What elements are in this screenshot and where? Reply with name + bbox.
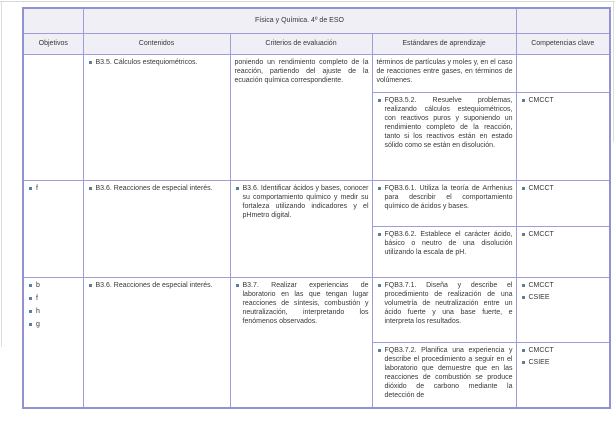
cell-competencias-row1b [516, 92, 610, 180]
cell-estandar-row3b [372, 342, 516, 408]
cell-criterios-row2 [230, 180, 372, 277]
competencia-item [521, 230, 607, 239]
cell-estandar-row1b [372, 92, 516, 180]
competencia-item [521, 281, 607, 290]
competencia-item [521, 346, 607, 355]
competencia-label: CMCCT [528, 96, 554, 104]
cell-contenidos-row1 [83, 54, 230, 180]
cell-objetivos-row1 [23, 54, 83, 180]
estandar-text: FQB3.7.1. Diseña y describe el procedimiento de realización de una volumetría de neutralización entre un ácido fuerte y una base fuerte, e interpreta los resultados. [384, 281, 513, 325]
cell-objetivos-row2 [23, 180, 83, 277]
cell-competencias-row3b [516, 342, 610, 408]
cell-contenidos-row3 [83, 277, 230, 408]
cell-estandar-row2a [372, 180, 516, 226]
list-item [377, 281, 513, 326]
col-header-objetivos: Objetivos [23, 33, 83, 54]
competencia-item [521, 184, 607, 193]
list-item [235, 184, 369, 220]
objetivo-item [28, 294, 80, 303]
competencia-label: CMCCT [528, 230, 554, 238]
bullet-icon [29, 297, 32, 300]
list-item [88, 58, 227, 67]
estandar-text: FQB3.7.2. Planifica una experiencia y describe el procedimiento a seguir en el laboratorio que demuestre que en las reacciones de combustión se produce dióxido de carbono mediante la detección de [384, 346, 513, 399]
competencia-item [521, 358, 607, 367]
bullet-icon [29, 323, 32, 326]
bullet-icon [29, 310, 32, 313]
list-item [235, 281, 369, 326]
objetivo-letter: f [36, 184, 38, 192]
header-corner-right [516, 8, 610, 33]
page-edge-left [1, 2, 2, 347]
cell-estandar-row1a [372, 54, 516, 92]
bullet-icon [29, 284, 32, 287]
list-item [377, 96, 513, 150]
cell-competencias-row2b [516, 226, 610, 277]
curriculum-table [22, 7, 611, 409]
list-item [377, 346, 513, 400]
col-header-estandares: Estándares de aprendizaje [372, 33, 516, 54]
objetivo-item [28, 307, 80, 316]
bullet-icon [522, 99, 525, 102]
criterio-text-continuation: poniendo un rendimiento completo de la reacción, partiendo del ajuste de la ecuación química correspondiente. [234, 58, 369, 84]
objetivo-item [28, 184, 80, 193]
estandar-text: FQB3.6.1. Utiliza la teoría de Arrhenius para describir el comportamiento químico de ácidos y bases. [384, 184, 513, 210]
bullet-icon [522, 187, 525, 190]
objetivo-item [28, 320, 80, 329]
estandar-text-continuation: términos de partículas y moles y, en el caso de reacciones entre gases, en términos de volúmenes. [376, 58, 513, 84]
bullet-icon [29, 187, 32, 190]
competencia-item [521, 96, 607, 105]
cell-contenidos-row2 [83, 180, 230, 277]
bullet-icon [522, 349, 525, 352]
objetivo-letter: b [36, 281, 40, 289]
list-item [377, 230, 513, 257]
bullet-icon [89, 284, 92, 287]
col-header-contenidos: Contenidos [83, 33, 230, 54]
bullet-icon [522, 284, 525, 287]
cell-competencias-row2a [516, 180, 610, 226]
competencia-item [521, 293, 607, 302]
page-edge-right [613, 2, 614, 142]
page-edge-top [0, 1, 615, 2]
bullet-icon [378, 99, 381, 102]
criterio-text: B3.7. Realizar experiencias de laboratorio en las que tengan lugar reacciones de síntesis, combustión y neutralización, interpretando los fenómenos observados. [242, 281, 369, 325]
contenido-text: B3.6. Reacciones de especial interés. [95, 184, 213, 192]
objetivo-item [28, 281, 80, 290]
contenido-text: B3.5. Cálculos estequiométricos. [95, 58, 198, 66]
cell-estandar-row2b [372, 226, 516, 277]
estandar-text: FQB3.5.2. Resuelve problemas, realizando cálculos estequiométricos, con reactivos puros y suponiendo un rendimiento completo de la reacción, tanto si los reactivos están en estado sólido como se están en disolución. [384, 96, 513, 149]
bullet-icon [378, 284, 381, 287]
bullet-icon [522, 233, 525, 236]
objetivo-letter: f [36, 294, 38, 302]
contenido-text: B3.6. Reacciones de especial interés. [95, 281, 213, 289]
cell-competencias-row3a [516, 277, 610, 342]
cell-criterios-row1 [230, 54, 372, 180]
list-item [88, 184, 227, 193]
bullet-icon [378, 349, 381, 352]
col-header-competencias: Competencias clave [516, 33, 610, 54]
cell-objetivos-row3 [23, 277, 83, 408]
competencia-label: CMCCT [528, 281, 554, 289]
cell-estandar-row3a [372, 277, 516, 342]
list-item [377, 184, 513, 211]
bullet-icon [378, 187, 381, 190]
cell-competencias-row1a [516, 54, 610, 92]
criterio-text: B3.6. Identificar ácidos y bases, conocer su comportamiento químico y medir su fortaleza utilizando indicadores y el pHmetro digital. [242, 184, 369, 219]
table-title: Física y Química. 4º de ESO [83, 8, 516, 33]
bullet-icon [522, 296, 525, 299]
bullet-icon [236, 187, 239, 190]
bullet-icon [236, 284, 239, 287]
competencia-label: CMCCT [528, 184, 554, 192]
competencia-label: CSIEE [528, 358, 550, 366]
bullet-icon [378, 233, 381, 236]
bullet-icon [89, 61, 92, 64]
bullet-icon [522, 361, 525, 364]
objetivo-letter: h [36, 307, 40, 315]
header-corner-left [23, 8, 83, 33]
estandar-text: FQB3.6.2. Establece el carácter ácido, básico o neutro de una disolución utilizando la escala de pH. [384, 230, 513, 256]
list-item [88, 281, 227, 290]
cell-criterios-row3 [230, 277, 372, 408]
competencia-label: CSIEE [528, 293, 550, 301]
objetivo-letter: g [36, 320, 40, 328]
col-header-criterios: Criterios de evaluación [230, 33, 372, 54]
competencia-label: CMCCT [528, 346, 554, 354]
bullet-icon [89, 187, 92, 190]
